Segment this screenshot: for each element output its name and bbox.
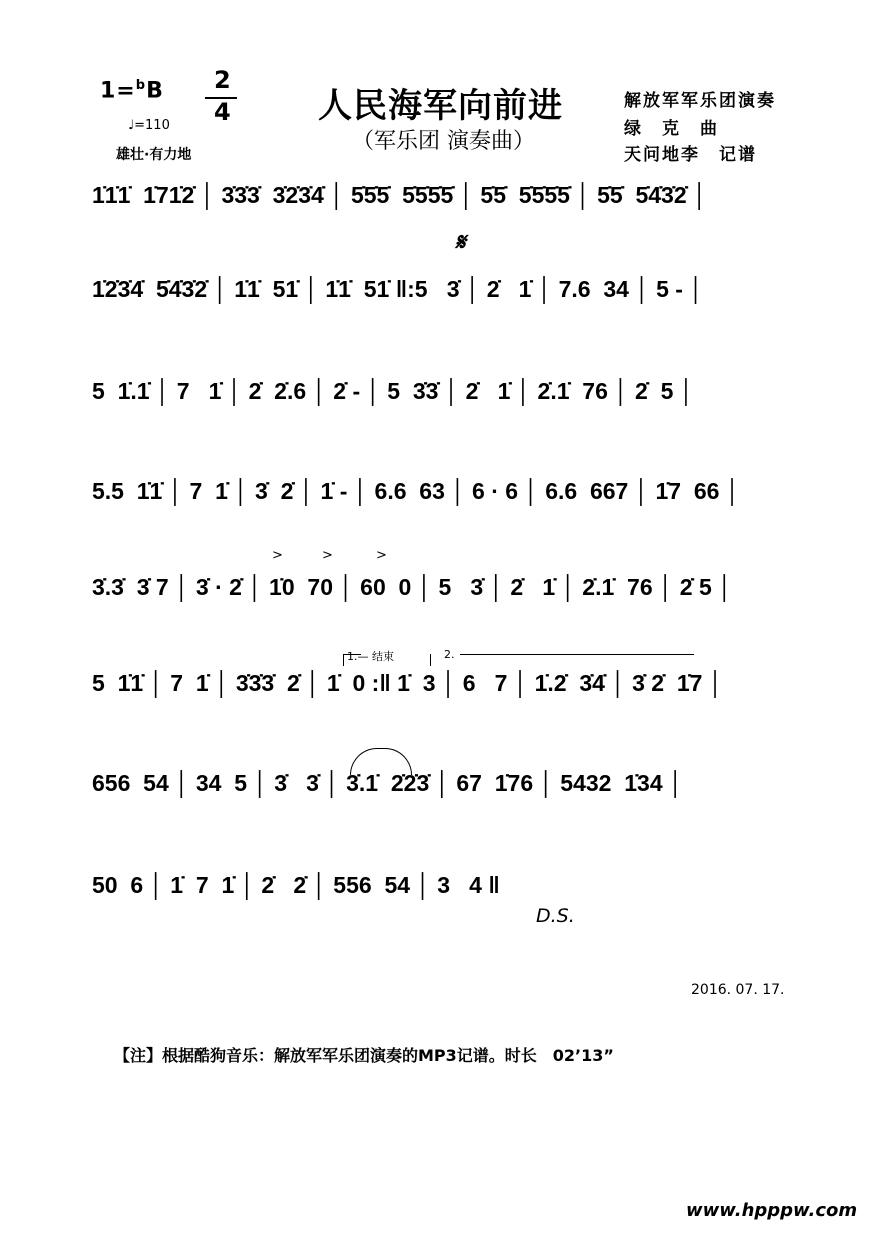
key-signature	[100, 78, 164, 103]
score-line-5: 3̇.3̇ 3̇ 7 │ 3̇ · 2̇ │ 1̇0 70 │ 60 0 │ 5 3̇ │ 2̇ 1̇ │ 2̇.1̇ 76 │ 2̇ 5 │	[92, 574, 733, 600]
credit-composer: 绿 克 曲	[624, 119, 719, 139]
volta-2-line	[460, 654, 694, 655]
song-title: 人民海军向前进	[318, 86, 563, 126]
credit-transcriber: 天问地李 记谱	[624, 145, 757, 165]
tempo-marking: ♩=110	[128, 118, 170, 133]
time-signature-bottom: 4	[214, 98, 231, 126]
key-prefix: 1=	[100, 78, 136, 104]
credit-performer: 解放军军乐团演奏	[624, 91, 776, 111]
dal-segno-marking: D.S.	[536, 905, 575, 927]
transcription-date: 2016. 07. 17.	[691, 982, 785, 998]
score-line-8: 50 6 │ 1̇ 7 1̇ │ 2̇ 2̇ │ 556 54 │ 3 4 ‖	[92, 872, 500, 898]
song-subtitle: （军乐团 演奏曲）	[352, 129, 535, 154]
score-line-4: 5.5 1̇1̇ │ 7 1̇ │ 3̇ 2̇ │ 1̇ - │ 6.6 63 │ 6 · 6 │ 6.6 667 │ 1̇7 66 │	[92, 478, 741, 504]
website-watermark: www.hpppw.com	[686, 1200, 858, 1221]
score-line-1: 1̇1̇1̇ 1̇71̇2̇ │ 3̇3̇3̇ 3̇2̇3̇4̇ │ 5̇5̇5̇ 5̇5̇5̇5̇ │ 5̇5̇ 5̇5̇5̇5̇ │ 5̇5̇ 5̇4̇3̇2̇ │	[92, 182, 708, 208]
volta-1-bracket-start	[343, 654, 344, 666]
accent-mark-1: >	[272, 548, 283, 563]
source-note: 【注】根据酷狗音乐：解放军军乐团演奏的MP3记谱。时长 02’13”	[114, 1046, 614, 1065]
key-flat: b	[135, 78, 147, 93]
score-line-3: 5 1̇.1̇ │ 7 1̇ │ 2̇ 2̇.6 │ 2̇ - │ 5 3̇3̇ │ 2̇ 1̇ │ 2̇.1̇ 76 │ 2̇ 5 │	[92, 378, 695, 404]
accent-mark-3: >	[376, 548, 387, 563]
expression-marking: 雄壮·有力地	[116, 147, 192, 163]
volta-1-label: 1.— 结束	[347, 650, 394, 663]
segno-sign: 𝄋	[455, 228, 466, 256]
score-line-7: 656 54 │ 34 5 │ 3̇ 3̇ │ 3̇.1̇ 2̇2̇3̇ │ 67 1̇76 │ 5432 1̇34 │	[92, 770, 684, 796]
score-line-6: 5 1̇1̇ │ 7 1̇ │ 3̇3̇3̇ 2̇ │ 1̇ 0 :‖ 1̇ 3 │ 6 7 │ 1̇.2̇ 3̇4̇ │ 3̇ 2̇ 1̇7 │	[92, 670, 724, 696]
volta-2-label: 2.	[444, 648, 455, 661]
volta-2-bracket-start	[430, 654, 431, 666]
key-note: B	[146, 78, 164, 104]
time-signature-top: 2	[214, 66, 231, 94]
accent-mark-2: >	[322, 548, 333, 563]
score-line-2: 1̇2̇3̇4̇ 5̇4̇3̇2̇ │ 1̇1̇ 51̇ │ 1̇1̇ 51̇ ‖:5 3̇ │ 2̇ 1̇ │ 7.6 34 │ 5 - │	[92, 276, 704, 302]
